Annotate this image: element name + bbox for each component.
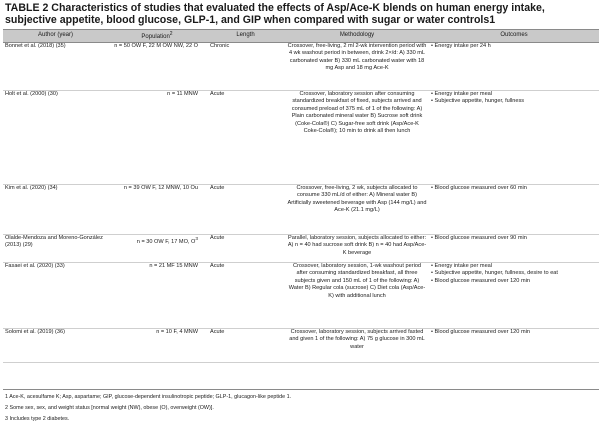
footnote-1: 1 Ace-K, acesulfame K; Asp, aspartame; GIP, glucose-dependent insulinotropic peptide; GLP-1, glucagon-like peptide 1. [5,394,292,400]
cell-author: Kim et al. (2020) (34) [3,185,108,235]
cell-population: n = 10 F, 4 MNW [108,329,206,363]
table-row [3,263,599,329]
cell-population: n = 39 OW F, 12 MNW, 10 Ou [108,185,206,235]
cell-outcomes: • Blood glucose measured over 90 min [429,235,599,263]
table-row [3,235,599,263]
cell-length: Acute [206,91,285,185]
cell-population: n = 21 MF 15 MNW [108,263,206,329]
cell-author: Holt et al. (2000) (30) [3,91,108,185]
col-header-methodology: Methodology [285,30,429,43]
col-header-outcomes: Outcomes [429,30,599,43]
cell-outcomes: • Energy intake per meal • Subjective appetite, hunger, fullness [429,91,599,185]
cell-author: Olalde-Mendoza and Moreno-González (2013) (29) [3,235,108,263]
cell-outcomes: • Blood glucose measured over 60 min [429,185,599,235]
header-row [3,30,599,43]
cell-population: n = 30 OW F, 17 MO, $O^3$ [108,235,206,263]
cell-methodology: Crossover, laboratory session, subjects arrived fasted and given 1 of the following: A) 75 g glucose in 300 mL water [285,329,429,363]
col-header-author: Author (year) [3,30,108,43]
cell-author: Fasaei et al. (2020) (33) [3,263,108,329]
table-row [3,91,599,185]
studies-table [3,29,599,363]
cell-outcomes: • Energy intake per 24 h [429,43,599,91]
cell-methodology: Crossover, laboratory session, 1-wk washout period after consuming standardized breakfast, all three subjects given and 150 mL of 1 of the following: A) Water B) Regular cola (sucrose) C) Diet cola (Asp/Ace-K) with additional lunch [285,263,429,329]
cell-outcomes: • Blood glucose measured over 120 min [429,329,599,363]
col-header-population: Population$^2$ [108,30,206,43]
cell-length: Acute [206,329,285,363]
footnote-2: 2 Some sex, sex, and weight status [normal weight (NW), obese (O), overweight (OW)]. [5,405,214,411]
cell-length: Acute [206,185,285,235]
table-title: TABLE 2 Characteristics of studies that evaluated the effects of Asp/Ace-K blends on human energy intake, subjective appetite, blood glucose, GLP-1, and GIP when compared with sugar or water controls1 [5,2,545,26]
cell-author: Bonnet et al. (2018) (35) [3,43,108,91]
cell-methodology: Crossover, free-living, 2 wk, subjects allocated to consume 330 mL/d of either: A) Mineral water B) Artificially sweetened beverage with Asp (144 mg/L) and Ace-K (21.1 mg/L) [285,185,429,235]
cell-methodology: Parallel, laboratory session, subjects allocated to either: A) n = 40 had sucrose soft drink B) n = 40 had Asp/Ace-K beverage [285,235,429,263]
table-row [3,43,599,91]
cell-length: Chronic [206,43,285,91]
table-bottom-rule [3,389,599,390]
cell-author: Solomi et al. (2019) (36) [3,329,108,363]
footnote-3: 3 Includes type 2 diabetes. [5,416,70,422]
cell-methodology: Crossover, laboratory session after consuming standardized breakfast of fixed, subjects arrived and consumed preload of 375 mL of 1 of the following: A) Plain carbonated mineral water B) Sucrose soft drink (Coke-Cola®) C) Sugar-free soft drink (Asp/Ace-K Coke-Cola®); 10 min to drink all then lunch [285,91,429,185]
cell-length: Acute [206,263,285,329]
cell-population: n = 50 OW F, 22 M OW NW, 22 O [108,43,206,91]
table-row [3,185,599,235]
cell-length: Acute [206,235,285,263]
col-header-length: Length [206,30,285,43]
cell-methodology: Crossover, free-living, 2 ml 2-wk intervention period with 4 wk washout period in between, drink 2×/d: A) 330 mL carbonated water B) 330 mL carbonated water with 18 mg Asp and 18 mg Ace-K [285,43,429,91]
table-row [3,329,599,363]
cell-population: n = 11 MNW [108,91,206,185]
cell-outcomes: • Energy intake per meal • Subjective appetite, hunger, fullness, desire to eat • Blood glucose measured over 120 min [429,263,599,329]
